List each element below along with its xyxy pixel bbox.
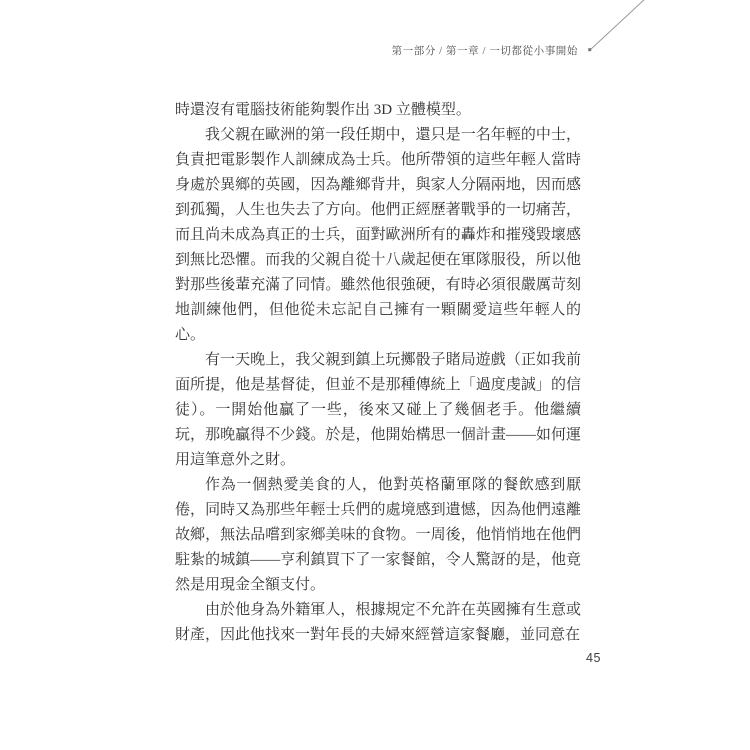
paragraph: 時還沒有電腦技術能夠製作出 3D 立體模型。	[175, 102, 471, 118]
running-head: 第一部分 / 第一章 / 一切都從小事開始	[391, 46, 578, 57]
corner-diagonal-line-icon	[584, 0, 650, 54]
page-number: 45	[586, 651, 601, 665]
paragraph: 有一天晚上，我父親到鎮上玩擲骰子賭局遊戲（正如我前面所提，他是基督徒，但並不是那種傳統上「過度虔誠」的信徒）。一開始他贏了一些，後來又碰上了幾個老手。他繼續玩，那晚贏得不少錢。於是，他開始構思一個計畫——如何運用這筆意外之財。	[175, 352, 581, 468]
paragraph: 我父親在歐洲的第一段任期中，還只是一名年輕的中士，負責把電影製作人訓練成為士兵。他所帶領的這些年輕人當時身處於異鄉的英國，因為離鄉背井，與家人分隔兩地，因而感到孤獨，人生也失去了方向。他們正經歷著戰爭的一切痛苦，而且尚未成為真正的士兵，面對歐洲所有的轟炸和摧殘毀壞感到無比恐懼。而我的父親自從十八歲起便在軍隊服役，所以他對那些後輩充滿了同情。雖然他很強硬，有時必須很嚴厲苛刻地訓練他們，但他從未忘記自己擁有一顆關愛這些年輕人的心。	[175, 127, 581, 343]
paragraph: 作為一個熱愛美食的人，他對英格蘭軍隊的餐飲感到厭倦，同時又為那些年輕士兵們的處境感到遺憾，因為他們遠離故鄉，無法品嚐到家鄉美味的食物。一周後，他悄悄地在他們駐紮的城鎮——亨利鎮買下了一家餐館，令人驚訝的是，他竟然是用現金全額支付。	[175, 477, 581, 593]
body-text	[175, 98, 581, 648]
paragraph: 由於他身為外籍軍人，根據規定不允許在英國擁有生意或財產，因此他找來一對年長的夫婦來經營這家餐廳，並同意在	[175, 602, 581, 643]
